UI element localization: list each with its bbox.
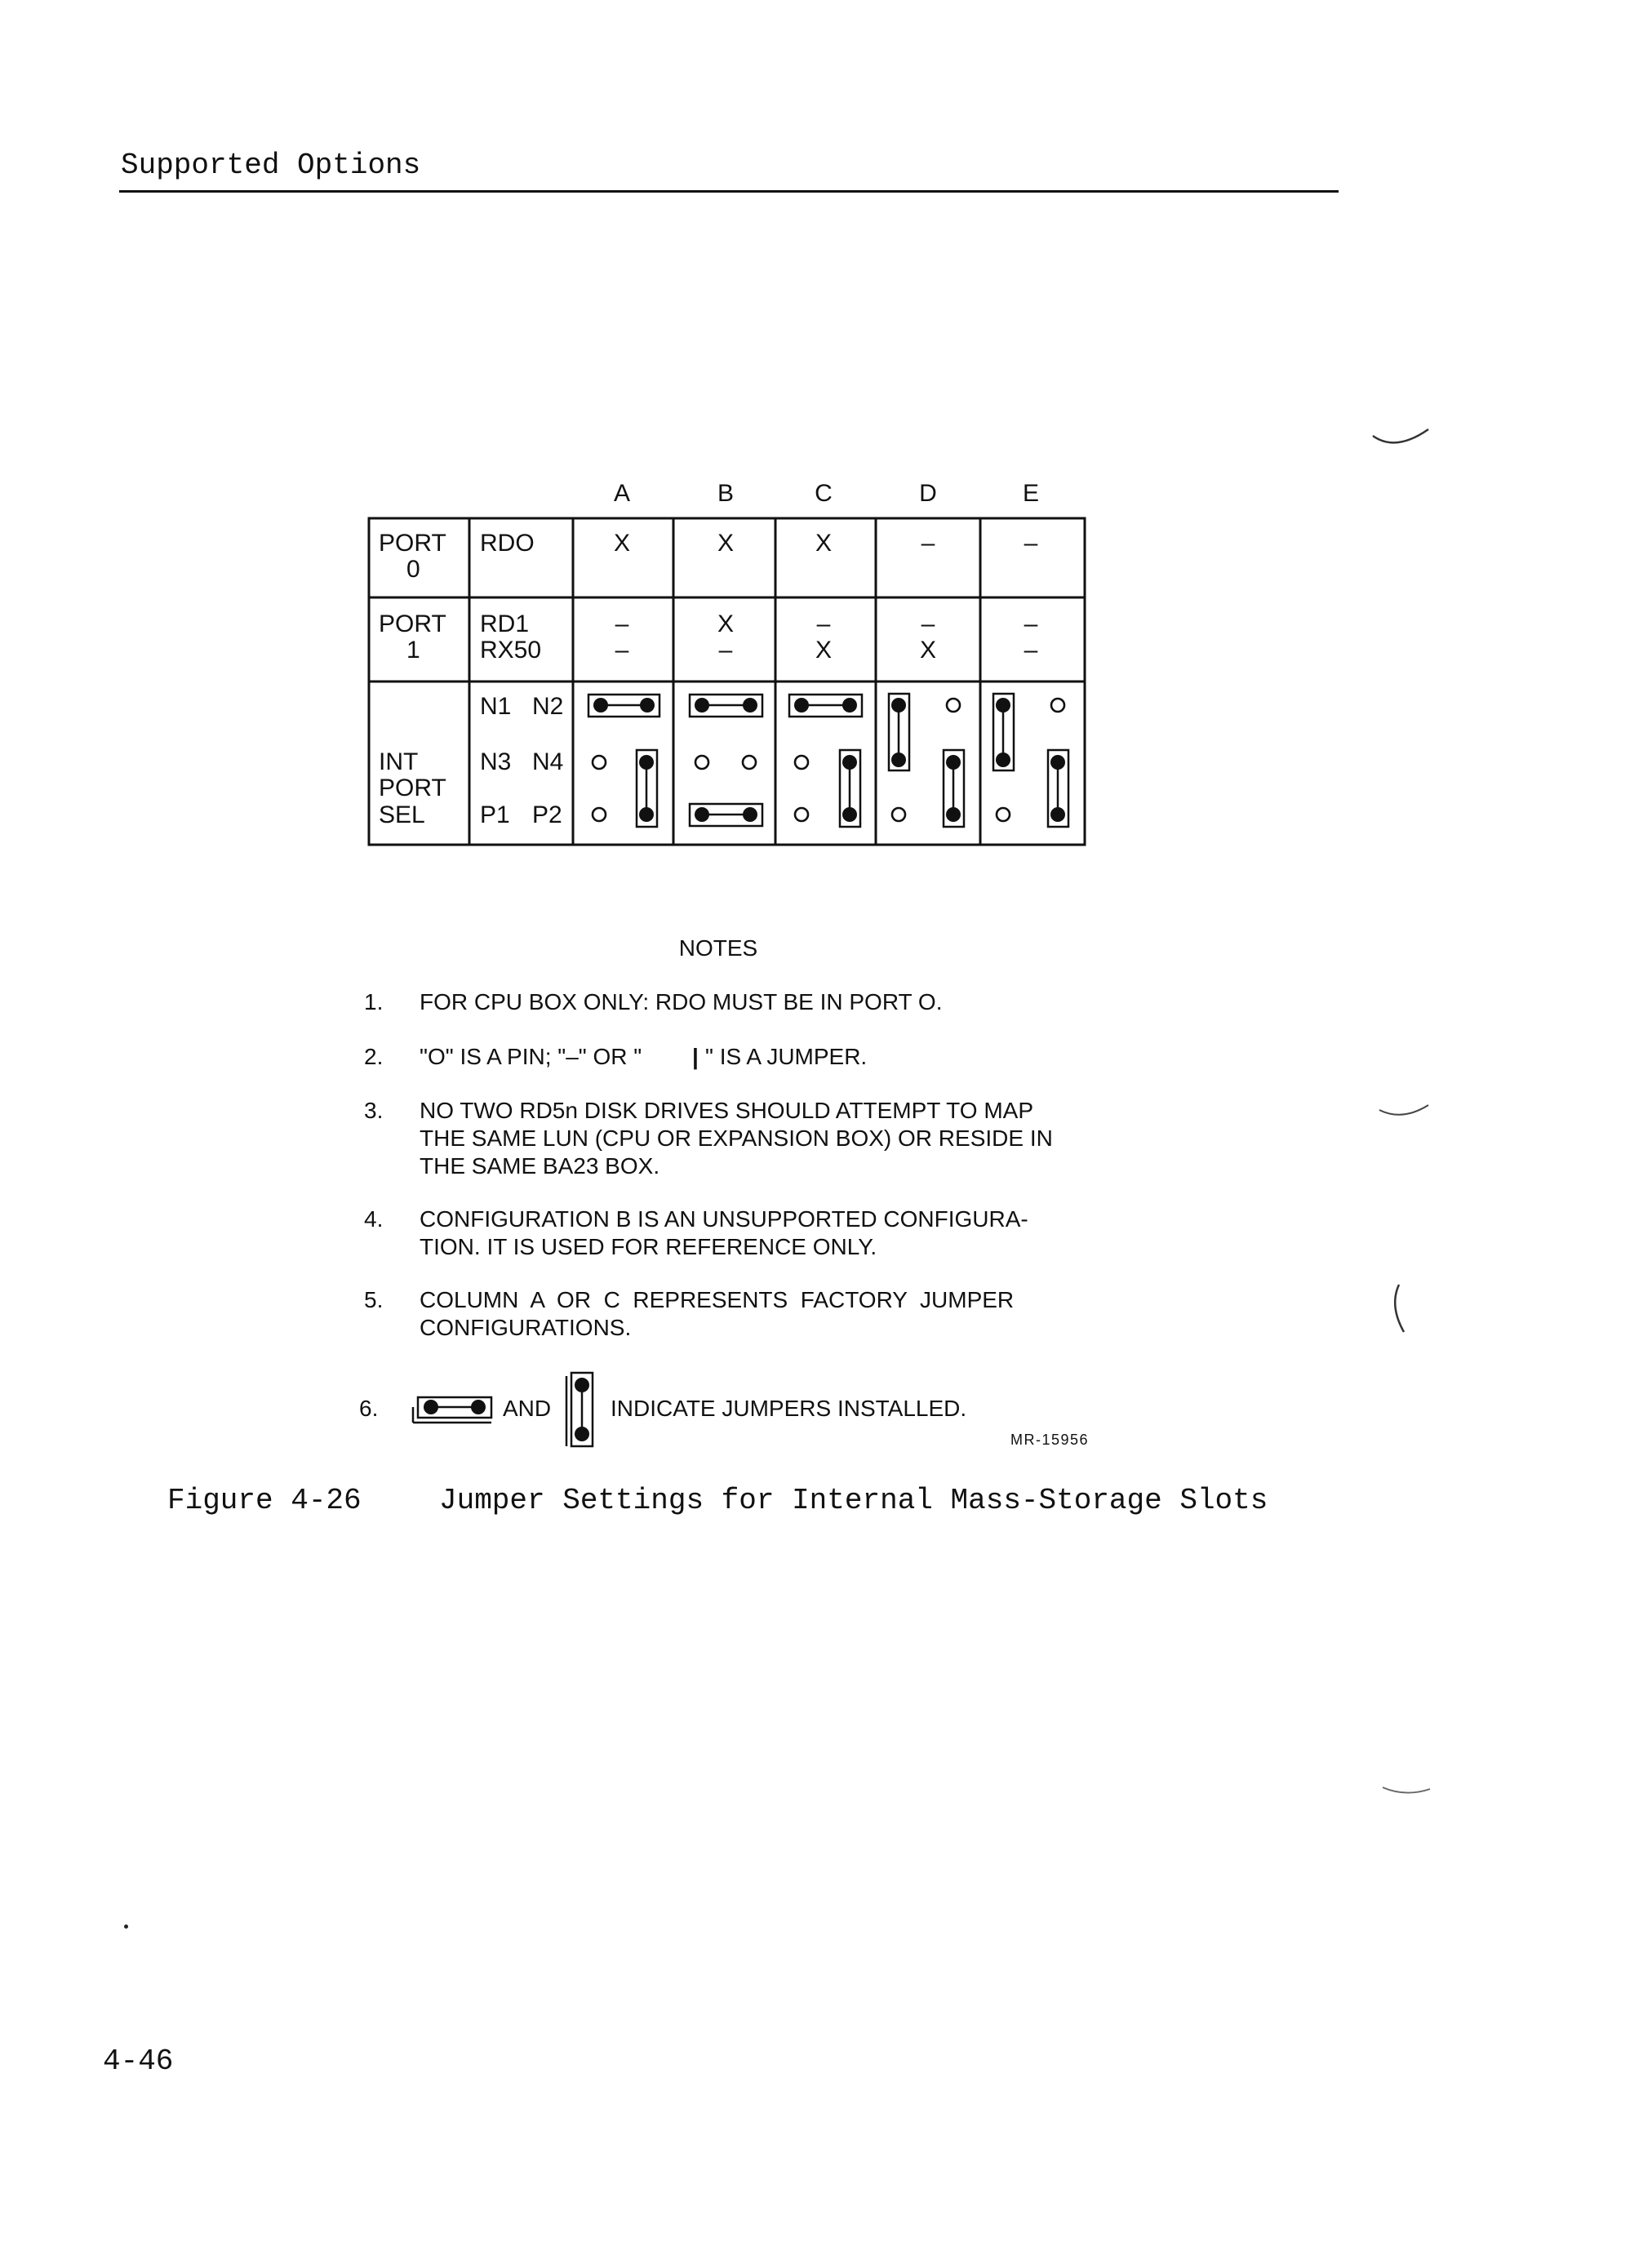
- note-3-line-3: THE SAME BA23 BOX.: [420, 1153, 660, 1179]
- page-number: 4-46: [103, 2044, 174, 2078]
- rx50-value-e: –: [1024, 637, 1038, 664]
- column-header-c: C: [815, 480, 833, 507]
- rd1-value-d: –: [921, 610, 935, 637]
- scan-mark-3: [1383, 1281, 1415, 1339]
- scan-dot: [124, 1925, 128, 1929]
- pin-label-p2: P2: [532, 801, 562, 828]
- port0-device: RDO: [480, 530, 535, 557]
- note-3-number: 3.: [364, 1098, 384, 1123]
- pin-symbol: [997, 808, 1010, 821]
- rx50-value-d: X: [919, 637, 937, 664]
- port0-label-line1: PORT: [379, 530, 446, 557]
- rd1-value-e: –: [1024, 610, 1038, 637]
- figure-caption-title: Jumper Settings for Internal Mass-Storage Slots: [439, 1484, 1268, 1517]
- pin-label-p1: P1: [480, 801, 510, 828]
- rd1-value-b: X: [717, 610, 735, 637]
- note-6-horizontal-jumper-icon: [413, 1397, 491, 1423]
- rd1-value-c: –: [816, 610, 831, 637]
- note-6-vertical-jumper-icon: [566, 1373, 593, 1446]
- port1-device-rd1: RD1: [480, 610, 530, 637]
- pin-symbol: [892, 808, 905, 821]
- scan-mark-2: [1378, 1102, 1435, 1126]
- note-2-number: 2.: [364, 1044, 384, 1069]
- port0-value-c: X: [815, 530, 833, 557]
- note-5-number: 5.: [364, 1287, 384, 1312]
- int-label-line1: INT: [379, 748, 419, 775]
- column-header-b: B: [717, 480, 735, 507]
- port1-label-line1: PORT: [379, 610, 446, 637]
- row-labels: [379, 530, 563, 828]
- pin-symbol: [695, 756, 708, 769]
- port0-value-e: –: [1024, 530, 1038, 557]
- note-3-line-1: NO TWO RD5n DISK DRIVES SHOULD ATTEMPT TO MAP: [420, 1098, 1033, 1123]
- figure-caption-label: Figure 4-26: [167, 1484, 362, 1517]
- notes-heading: NOTES: [678, 935, 758, 961]
- note-1-text: FOR CPU BOX ONLY: RDO MUST BE IN PORT O.: [420, 989, 943, 1014]
- pin-label-n4: N4: [532, 748, 564, 775]
- int-label-line2: PORT: [379, 775, 446, 801]
- page-header: Supported Options: [121, 149, 421, 182]
- port1-label-line2: 1: [406, 637, 420, 664]
- port0-value-d: –: [921, 530, 935, 557]
- jumper-table-grid: [369, 518, 1085, 845]
- column-header-d: D: [919, 480, 937, 507]
- scan-mark-4: [1381, 1783, 1438, 1800]
- note-4-line-2: TION. IT IS USED FOR REFERENCE ONLY.: [420, 1234, 877, 1259]
- pin-label-n2: N2: [532, 693, 564, 720]
- note-6-text: INDICATE JUMPERS INSTALLED.: [611, 1396, 967, 1421]
- int-label-line3: SEL: [379, 801, 425, 828]
- note-3-line-2: THE SAME LUN (CPU OR EXPANSION BOX) OR RESIDE IN: [420, 1125, 1053, 1151]
- note-5-line-1: COLUMN A OR C REPRESENTS FACTORY JUMPER: [420, 1287, 1015, 1312]
- rx50-value-c: X: [815, 637, 833, 664]
- pin-symbol: [795, 808, 808, 821]
- pin-label-n1: N1: [480, 693, 512, 720]
- note-6-number: 6.: [359, 1396, 379, 1421]
- pin-symbol: [593, 756, 606, 769]
- pin-symbol: [743, 756, 756, 769]
- figure-code: MR-15956: [1010, 1432, 1090, 1448]
- pin-symbol: [947, 699, 960, 712]
- scan-mark-1: [1371, 424, 1437, 457]
- pin-symbol: [593, 808, 606, 821]
- jumper-cell-c: [789, 695, 862, 827]
- column-header-a: A: [613, 480, 631, 507]
- jumper-cell-e: [993, 694, 1068, 827]
- pin-symbol: [1051, 699, 1064, 712]
- notes-list: [359, 989, 1053, 1421]
- rd1-value-a: –: [615, 610, 629, 637]
- note-1-number: 1.: [364, 989, 384, 1014]
- note-4-number: 4.: [364, 1206, 384, 1232]
- rx50-value-a: –: [615, 637, 629, 664]
- pin-symbol: [795, 756, 808, 769]
- note-5-line-2: CONFIGURATIONS.: [420, 1315, 632, 1340]
- port0-label-line2: 0: [406, 556, 420, 583]
- pin-label-n3: N3: [480, 748, 512, 775]
- column-header-e: E: [1022, 480, 1040, 507]
- jumper-cell-d: [889, 694, 964, 827]
- jumper-cell-b: [690, 695, 762, 826]
- port1-device-rx50: RX50: [480, 637, 542, 664]
- rx50-value-b: –: [718, 637, 733, 664]
- note-4-line-1: CONFIGURATION B IS AN UNSUPPORTED CONFIGURA-: [420, 1206, 1028, 1232]
- note-2-text-b: " IS A JUMPER.: [705, 1044, 868, 1069]
- column-headers: [614, 480, 1039, 507]
- note-2-jumper-glyph: |: [692, 1044, 699, 1069]
- port0-value-a: X: [613, 530, 631, 557]
- note-2-text-a: "O" IS A PIN; "–" OR ": [420, 1044, 642, 1069]
- note-6-and: AND: [503, 1396, 552, 1421]
- port0-value-b: X: [717, 530, 735, 557]
- jumper-cell-a: [588, 695, 659, 827]
